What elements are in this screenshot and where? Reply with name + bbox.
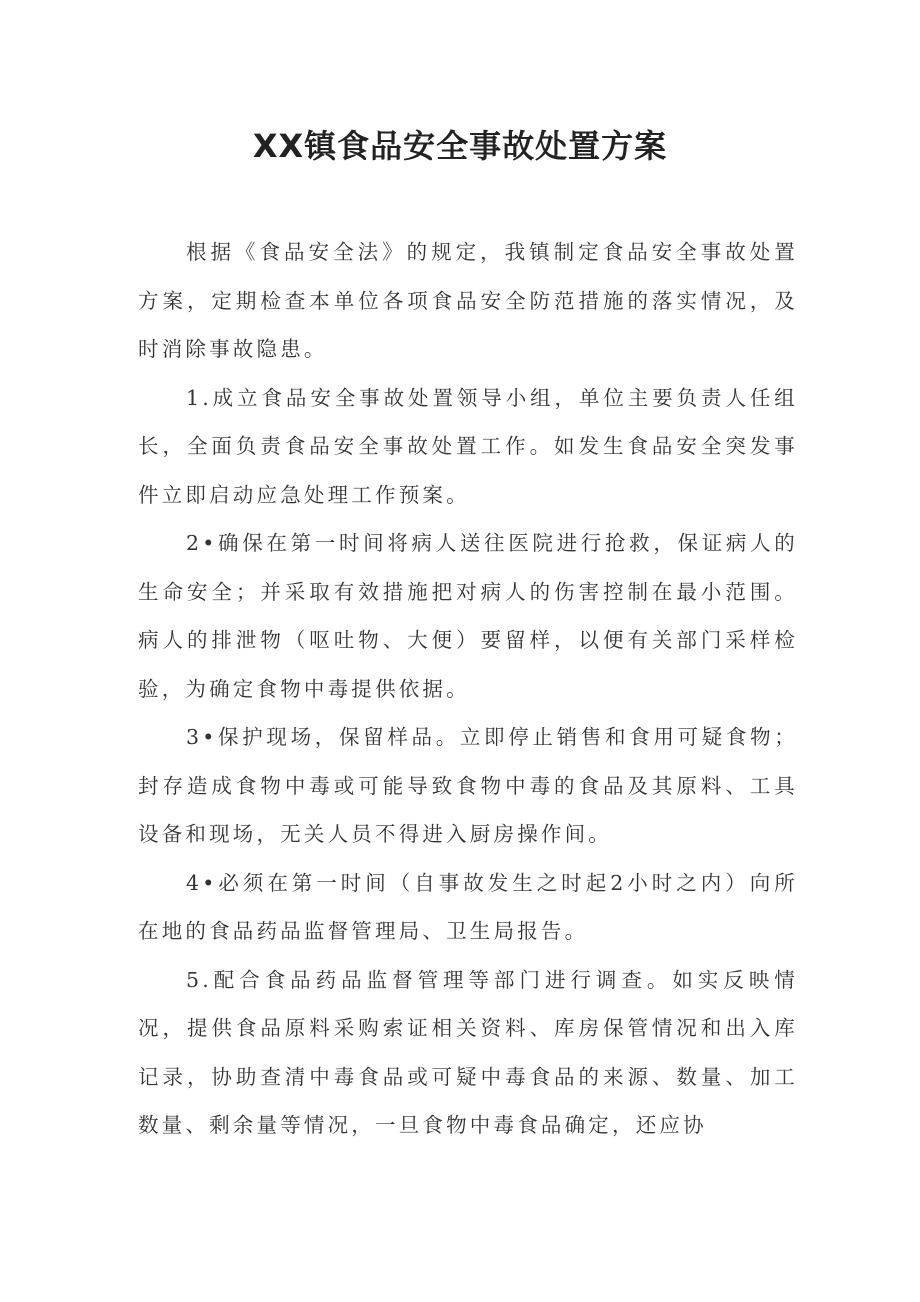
paragraph-intro: 根据《食品安全法》的规定，我镇制定食品安全事故处置方案，定期检查本单位各项食品安全防范措施的落实情况，及时消除事故隐患。 <box>138 240 798 361</box>
paragraph-item-4: 4•必须在第一时间（自事故发生之时起2小时之内）向所在地的食品药品监督管理局、卫生局报告。 <box>138 870 798 943</box>
document-body <box>138 228 798 1150</box>
paragraph-item-1: 1.成立食品安全事故处置领导小组，单位主要负责人任组长，全面负责食品安全事故处置工作。如发生食品安全突发事件立即启动应急处理工作预案。 <box>138 385 798 507</box>
document-title: XX镇食品安全事故处置方案 <box>252 127 668 165</box>
paragraph-item-2: 2•确保在第一时间将病人送往医院进行抢救，保证病人的生命安全；并采取有效措施把对病人的伤害控制在最小范围。病人的排泄物（呕吐物、大便）要留样，以便有关部门采样检验，为确定食物中毒提供依据。 <box>138 531 798 701</box>
paragraph-item-3: 3•保护现场，保留样品。立即停止销售和食用可疑食物；封存造成食物中毒或可能导致食物中毒的食品及其原料、工具设备和现场，无关人员不得进入厨房操作间。 <box>138 725 798 846</box>
paragraph-item-5: 5.配合食品药品监督管理等部门进行调查。如实反映情况，提供食品原料采购索证相关资料、库房保管情况和出入库记录，协助查清中毒食品或可疑中毒食品的来源、数量、加工数量、剩余量等情况，一旦食物中毒食品确定，还应协 <box>138 967 798 1137</box>
